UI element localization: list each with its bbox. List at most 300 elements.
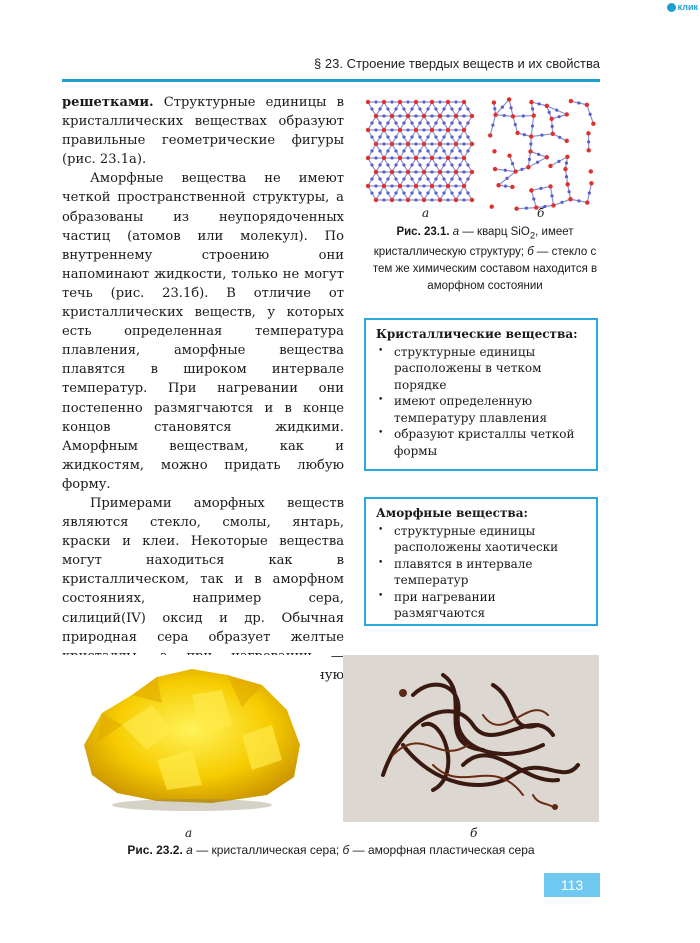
atom-dot: [550, 194, 553, 197]
atom-dot: [462, 170, 465, 173]
atom-dot: [418, 107, 421, 110]
atom-dot: [410, 121, 413, 124]
atom-dot: [366, 156, 370, 160]
atom-dot: [503, 114, 506, 117]
atom-dot: [386, 191, 389, 194]
atom-dot: [510, 185, 514, 189]
atom-dot: [370, 135, 373, 138]
atom-dot: [414, 142, 417, 145]
logo-text: клик: [677, 2, 698, 12]
atom-dot: [514, 206, 518, 210]
caption-1-letter-b: б: [527, 246, 534, 259]
atom-dot: [422, 128, 425, 131]
atom-dot: [438, 156, 441, 159]
atom-dot: [587, 148, 591, 152]
atom-dot: [398, 128, 402, 132]
section-header: § 23. Строение твердых веществ и их свойства: [314, 56, 600, 71]
atom-dot: [370, 163, 373, 166]
atom-dot: [422, 198, 426, 202]
atom-dot: [589, 113, 592, 116]
atom-dot: [394, 177, 397, 180]
atom-dot: [398, 184, 402, 188]
atom-dot: [442, 191, 445, 194]
atom-dot: [382, 156, 386, 160]
atom-dot: [523, 133, 526, 136]
atom-dot: [382, 114, 385, 117]
atom-dot: [374, 184, 377, 187]
atom-dot: [515, 131, 519, 135]
atom-dot: [382, 184, 386, 188]
atom-dot: [565, 161, 568, 164]
atom-dot: [454, 100, 457, 103]
atom-dot: [438, 198, 442, 202]
atom-dot: [366, 100, 370, 104]
atom-dot: [528, 149, 532, 153]
atom-dot: [406, 142, 410, 146]
atom-dot: [466, 191, 469, 194]
atom-dot: [529, 188, 533, 192]
atom-dot: [382, 198, 385, 201]
atom-dot: [488, 133, 492, 137]
atom-dot: [446, 100, 450, 104]
atom-dot: [410, 191, 413, 194]
atom-dot: [406, 128, 409, 131]
atom-dot: [462, 198, 465, 201]
caption-2-part2: — аморфная пластическая сера: [349, 843, 535, 857]
atom-dot: [378, 135, 381, 138]
atom-dot: [398, 156, 402, 160]
atom-dot: [470, 114, 474, 118]
atom-dot: [585, 103, 589, 107]
atom-dot: [504, 169, 507, 172]
atom-dot: [438, 170, 442, 174]
atom-dot: [426, 177, 429, 180]
atom-dot: [568, 197, 572, 201]
atom-dot: [382, 128, 386, 132]
amorphous-box-title: Аморфные вещества:: [376, 506, 528, 520]
crystalline-sulfur-photo: [62, 655, 320, 822]
atom-dot: [539, 187, 542, 190]
list-item: • структурные единицы расположены в четком порядке: [376, 344, 588, 394]
atom-dot: [390, 156, 393, 159]
atom-dot: [555, 109, 558, 112]
atom-dot: [560, 201, 563, 204]
page-number: 113: [544, 873, 600, 897]
atom-dot: [394, 191, 397, 194]
atom-dot: [493, 167, 497, 171]
figure-23-1-caption: [366, 224, 604, 295]
atom-dot: [532, 113, 536, 117]
atom-dot: [366, 184, 370, 188]
atom-dot: [454, 114, 458, 118]
atom-dot: [434, 163, 437, 166]
atom-dot: [462, 114, 465, 117]
paragraph-1: [62, 93, 344, 169]
atom-dot: [558, 136, 561, 139]
atom-dot: [410, 149, 413, 152]
figure-23-2-caption: [62, 843, 600, 857]
figure-23-1-label-b: б: [537, 206, 545, 220]
atom-dot: [514, 123, 517, 126]
atom-dot: [589, 169, 593, 173]
atom-dot: [458, 177, 461, 180]
atom-dot: [454, 170, 458, 174]
amorphous-summary-box: [364, 497, 598, 626]
atom-dot: [422, 170, 426, 174]
atom-dot: [501, 106, 504, 109]
atom-dot: [426, 107, 429, 110]
atom-dot: [430, 170, 433, 173]
figure-23-1-label-a: а: [422, 206, 430, 220]
atom-dot: [390, 100, 393, 103]
atom-dot: [458, 163, 461, 166]
atom-dot: [402, 177, 405, 180]
atom-dot: [442, 149, 445, 152]
atom-dot: [511, 162, 514, 165]
atom-dot: [370, 177, 373, 180]
atom-dot: [540, 134, 543, 137]
atom-dot: [446, 184, 450, 188]
atom-dot: [565, 155, 569, 159]
atom-dot: [438, 184, 441, 187]
atom-dot: [406, 184, 409, 187]
atom-dot: [528, 158, 531, 161]
atom-dot: [394, 121, 397, 124]
atom-dot: [462, 142, 465, 145]
atom-dot: [491, 124, 494, 127]
figure-23-2-label-a: а: [185, 826, 193, 840]
atom-dot: [565, 139, 569, 143]
atom-dot: [493, 107, 496, 110]
atom-dot: [585, 200, 589, 204]
atom-dot: [525, 207, 528, 210]
atom-dot: [454, 142, 458, 146]
atom-dot: [548, 111, 551, 114]
header-rule: [62, 79, 600, 82]
atom-dot: [450, 191, 453, 194]
atom-dot: [430, 198, 433, 201]
atom-dot: [418, 177, 421, 180]
atom-dot: [422, 184, 425, 187]
atom-dot: [406, 100, 409, 103]
atom-dot: [545, 104, 549, 108]
atom-dot: [466, 177, 469, 180]
atom-dot: [390, 114, 394, 118]
atom-dot: [394, 107, 397, 110]
atom-dot: [538, 102, 541, 105]
atom-dot: [509, 106, 512, 109]
quartz-crystal-lattice: [366, 100, 474, 202]
atom-dot: [434, 135, 437, 138]
atom-dot: [442, 163, 445, 166]
atom-dot: [402, 149, 405, 152]
atom-dot: [370, 107, 373, 110]
atom-dot: [450, 121, 453, 124]
atom-dot: [466, 149, 469, 152]
atom-dot: [551, 125, 554, 128]
atom-dot: [434, 121, 437, 124]
atom-dot: [458, 107, 461, 110]
atom-dot: [520, 168, 523, 171]
atom-dot: [522, 114, 525, 117]
atom-dot: [507, 97, 511, 101]
atom-dot: [398, 170, 401, 173]
atom-dot: [378, 163, 381, 166]
atom-dot: [454, 184, 457, 187]
atom-dot: [370, 121, 373, 124]
atom-dot: [532, 197, 535, 200]
caption-1-part1: — кварц SiO: [459, 226, 530, 238]
atom-dot: [458, 149, 461, 152]
atom-dot: [450, 149, 453, 152]
list-item: • образуют кристаллы четкой формы: [376, 426, 588, 459]
atom-dot: [565, 182, 569, 186]
atom-dot: [438, 128, 441, 131]
atom-dot: [551, 132, 555, 136]
atom-dot: [462, 184, 466, 188]
atom-dot: [526, 165, 530, 169]
atom-dot: [430, 156, 434, 160]
atom-dot: [386, 163, 389, 166]
atom-dot: [442, 121, 445, 124]
atom-dot: [454, 156, 457, 159]
atom-dot: [390, 198, 394, 202]
atom-dot: [569, 99, 573, 103]
atom-dot: [418, 191, 421, 194]
caption-1-bold: Рис. 23.1.: [396, 226, 450, 238]
atom-dot: [378, 121, 381, 124]
atom-dot: [414, 184, 418, 188]
atom-dot: [458, 135, 461, 138]
atom-dot: [430, 184, 434, 188]
list-item: • плавятся в интервале температур: [376, 556, 588, 589]
caption-2-bold: Рис. 23.2.: [127, 843, 183, 857]
atom-dot: [378, 191, 381, 194]
atom-dot: [458, 191, 461, 194]
atom-dot: [374, 100, 377, 103]
atom-dot: [410, 177, 413, 180]
atom-dot: [492, 100, 496, 104]
atom-dot: [426, 191, 429, 194]
atom-dot: [446, 114, 449, 117]
atom-dot: [536, 161, 539, 164]
atom-dot: [558, 115, 561, 118]
atom-dot: [382, 170, 385, 173]
paragraph-2: Аморфные вещества не имеют четкой пространственной структуры, а образованы из неупорядоченных частиц (атомов или молекул). По внутреннему строению они напоминают жидкости, только не могут течь (рис. 23.1б). В отличие от кристаллических веществ, у которых есть определенная температура плавления, аморфные вещества плавятся в широком интервале температур. При нагревании они постепенно размягчаются и в конце концов становятся жидкими. Аморфным веществам, как и жидкостям, можно придать любую форму.: [62, 171, 344, 492]
paragraph-1-bold: решетками.: [62, 95, 154, 110]
paragraph-3: Примерами аморфных веществ являются стекло, смолы, янтарь, краски и клеи. Некоторые вещества могут находиться как в кристаллическом, так и в аморфном состояниях, например сера, силиций(IV) оксид и др. Обычная природная сера образует желтые —: [62, 495, 344, 664]
atom-dot: [414, 198, 417, 201]
atom-dot: [398, 142, 401, 145]
atom-dot: [466, 135, 469, 138]
atom-dot: [505, 177, 508, 180]
atom-dot: [390, 170, 394, 174]
atom-dot: [529, 134, 533, 138]
atom-dot: [378, 149, 381, 152]
atom-dot: [548, 164, 552, 168]
atom-dot: [563, 167, 567, 171]
atom-dot: [492, 149, 496, 153]
atom-dot: [454, 128, 457, 131]
atom-dot: [462, 128, 466, 132]
atom-dot: [450, 135, 453, 138]
list-item: • при нагревании размягчаются: [376, 589, 588, 622]
atom-dot: [591, 121, 595, 125]
atom-dot: [406, 114, 410, 118]
atom-dot: [402, 107, 405, 110]
atom-dot: [410, 107, 413, 110]
atom-dot: [402, 191, 405, 194]
caption-1-subscript: 2: [529, 230, 536, 242]
paragraph-1-text: Структурные единицы в кристаллических веществах образуют правильные геометрические фигуры (рис. 23.1а).: [62, 95, 344, 168]
atom-dot: [466, 163, 469, 166]
main-text-column: [62, 93, 344, 704]
atom-dot: [386, 107, 389, 110]
atom-dot: [370, 191, 373, 194]
atom-dot: [386, 149, 389, 152]
publisher-logo: [667, 2, 698, 12]
atom-dot: [577, 199, 580, 202]
atom-dot: [586, 131, 590, 135]
atom-dot: [374, 198, 378, 202]
amorphous-sulfur-photo: [343, 655, 599, 822]
figure-23-2-label-b: б: [470, 826, 478, 840]
atom-dot: [462, 156, 466, 160]
atom-dot: [374, 142, 378, 146]
atom-dot: [390, 128, 393, 131]
plastic-sulfur-image: [343, 655, 599, 822]
atom-dot: [430, 142, 433, 145]
list-item: • имеют определенную температуру плавления: [376, 393, 588, 426]
atom-dot: [557, 160, 560, 163]
atom-dot: [434, 177, 437, 180]
logo-circle-icon: [667, 3, 676, 12]
atom-dot: [450, 177, 453, 180]
atom-dot: [511, 114, 515, 118]
atom-dot: [418, 121, 421, 124]
atom-dot: [414, 114, 417, 117]
atom-dot: [438, 100, 441, 103]
atom-dot: [496, 183, 500, 187]
atom-dot: [386, 135, 389, 138]
atom-dot: [382, 142, 385, 145]
atom-dot: [414, 156, 418, 160]
atom-dot: [374, 170, 378, 174]
atom-dot: [418, 135, 421, 138]
crystalline-box-title: Кристаллические вещества:: [376, 327, 578, 341]
atom-dot: [446, 142, 449, 145]
atom-dot: [422, 156, 425, 159]
atom-dot: [442, 177, 445, 180]
atom-dot: [402, 135, 405, 138]
atom-dot: [577, 101, 580, 104]
atom-dot: [430, 128, 434, 132]
atom-dot: [414, 100, 418, 104]
atom-dot: [410, 163, 413, 166]
atom-dot: [567, 190, 570, 193]
atom-dot: [462, 100, 466, 104]
atom-dot: [374, 156, 377, 159]
amorphous-list: [376, 523, 588, 622]
atom-dot: [531, 107, 534, 110]
atom-dot: [426, 121, 429, 124]
atom-dot: [529, 142, 532, 145]
atom-dot: [466, 121, 469, 124]
atom-dot: [406, 198, 410, 202]
caption-2-part1: — кристаллическая сера;: [192, 843, 343, 857]
atom-dot: [531, 124, 534, 127]
sulfur-crystal-image: [62, 655, 320, 822]
atom-dot: [374, 128, 377, 131]
atom-dot: [450, 163, 453, 166]
atom-dot: [434, 191, 437, 194]
atom-dot: [446, 128, 450, 132]
atom-dot: [507, 154, 511, 158]
caption-2-letter-a: а: [186, 843, 193, 857]
atom-dot: [442, 135, 445, 138]
atom-dot: [406, 170, 410, 174]
atom-dot: [446, 156, 450, 160]
atom-dot: [426, 163, 429, 166]
atom-dot: [398, 114, 401, 117]
caption-2-letter-b: б: [342, 843, 350, 857]
atom-dot: [422, 100, 425, 103]
atom-dot: [418, 149, 421, 152]
atom-dot: [418, 163, 421, 166]
atom-dot: [589, 181, 593, 185]
atom-dot: [366, 128, 370, 132]
atom-dot: [394, 163, 397, 166]
atom-dot: [406, 156, 409, 159]
atom-dot: [565, 175, 568, 178]
atom-dot: [374, 114, 378, 118]
atom-dot: [504, 185, 507, 188]
atom-dot: [438, 114, 442, 118]
atom-dot: [394, 135, 397, 138]
atom-dot: [588, 191, 591, 194]
atom-dot: [470, 198, 474, 202]
atom-dot: [450, 107, 453, 110]
atom-dot: [410, 135, 413, 138]
atom-dot: [537, 153, 540, 156]
list-item: • структурные единицы расположены хаотически: [376, 523, 588, 556]
atom-dot: [382, 100, 386, 104]
atom-dot: [565, 112, 569, 116]
atom-dot: [548, 184, 552, 188]
caption-1-part3: — стекло с тем же химическим составом находится в аморфном состоянии: [372, 246, 598, 293]
atom-dot: [386, 177, 389, 180]
atom-dot: [402, 121, 405, 124]
atom-dot: [549, 117, 553, 121]
atom-dot: [430, 100, 434, 104]
atom-dot: [470, 142, 474, 146]
atom-dot: [434, 107, 437, 110]
glass-amorphous-network: [488, 97, 596, 211]
atom-dot: [446, 170, 449, 173]
crystalline-list: [376, 344, 588, 460]
atom-dot: [430, 114, 433, 117]
atom-dot: [513, 169, 517, 173]
atom-dot: [434, 149, 437, 152]
atom-dot: [386, 121, 389, 124]
atom-dot: [446, 198, 449, 201]
atom-dot: [493, 113, 497, 117]
atom-dot: [454, 198, 458, 202]
atom-dot: [438, 142, 442, 146]
caption-1-part2: , имеет кристаллическую структуру;: [373, 226, 574, 259]
atom-dot: [426, 149, 429, 152]
atom-dot: [370, 149, 373, 152]
